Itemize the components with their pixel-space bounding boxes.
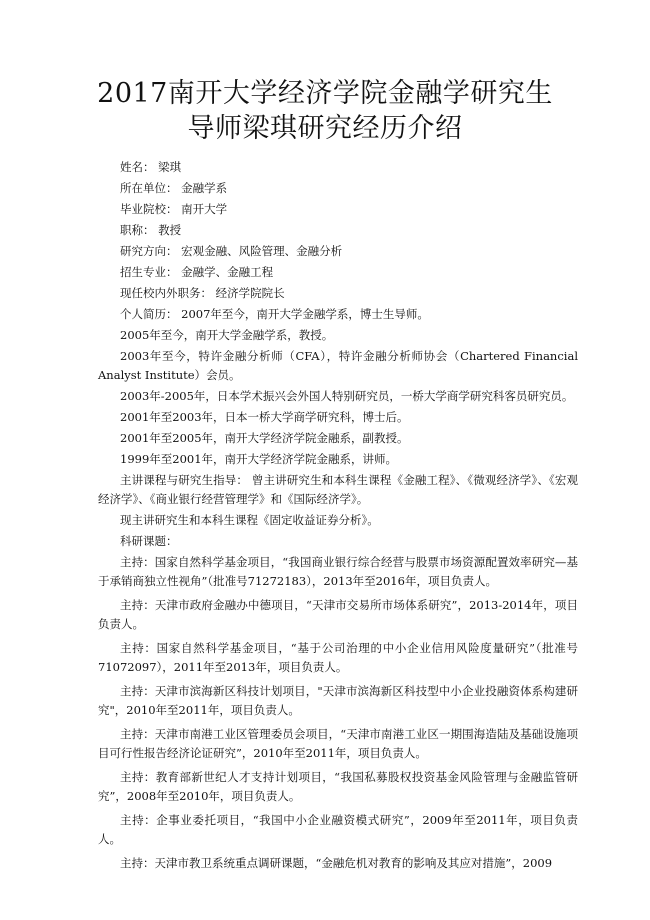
research-project-item: 主持：教育部新世纪人才支持计划项目，“我国私募股权投资基金风险管理与金融监管研究”，2008年至2010年，项目负责人。 <box>98 770 578 803</box>
research-project-item: 主持：天津市滨海新区科技计划项目，"天津市滨海新区科技型中小企业投融资体系构建研究"，2010年至2011年，项目负责人。 <box>98 684 578 717</box>
courses-paragraph: 主讲课程与研究生指导： 曾主讲研究生和本科生课程《金融工程》、《微观经济学》、《宏观经济学》、《商业银行经营管理学》和《国际经济学》。 <box>98 473 578 506</box>
research-project-item: 主持：天津市教卫系统重点调研课题，“金融危机对教育的影响及其应对措施”，2009 <box>120 856 553 870</box>
research-project-item: 主持：国家自然科学基金项目，“基于公司治理的中小企业信用风险度量研究”（批准号71072097），2011年至2013年，项目负责人。 <box>98 641 578 674</box>
research-projects-heading: 科研课题： <box>120 534 178 548</box>
resume-entry: 2003年-2005年，日本学术振兴会外国人特别研究员，一桥大学商学研究科客员研究员。 <box>120 389 574 403</box>
field-department: 所在单位： 金融学系 <box>120 181 228 195</box>
field-admission-major: 招生专业： 金融学、金融工程 <box>120 265 274 279</box>
resume-entry: 2005年至今，南开大学金融学系，教授。 <box>120 328 334 342</box>
field-current-position: 现任校内外职务： 经济学院院长 <box>120 286 285 300</box>
document-title-line-2: 导师梁琪研究经历介绍 <box>187 113 463 144</box>
research-project-item: 主持：天津市政府金融办中德项目，“天津市交易所市场体系研究”，2013-2014年，项目负责人。 <box>98 598 578 631</box>
document-body <box>98 158 578 875</box>
research-project-item: 主持：企事业委托项目，“我国中小企业融资模式研究”，2009年至2011年，项目负责人。 <box>98 813 578 846</box>
document-title-line-1: 2017南开大学经济学院金融学研究生 <box>97 78 553 109</box>
field-research-direction: 研究方向： 宏观金融、风险管理、金融分析 <box>120 244 343 258</box>
resume-entry: 2001年至2003年，日本一桥大学商学研究科，博士后。 <box>120 410 409 424</box>
resume-entry: 2003年至今，特许金融分析师（CFA），特许金融分析师协会（Chartered Financial Analyst Institute）会员。 <box>98 349 578 382</box>
field-title: 职称： 教授 <box>120 223 182 237</box>
resume-entry: 个人简历： 2007年至今，南开大学金融学系，博士生导师。 <box>120 307 429 321</box>
resume-entry: 1999年至2001年，南开大学经济学院金融系，讲师。 <box>120 452 398 466</box>
research-project-item: 主持：国家自然科学基金项目，“我国商业银行综合经营与股票市场资源配置效率研究—基于承销商独立性视角”（批准号71272183），2013年至2016年，项目负责人。 <box>98 555 578 588</box>
current-courses-paragraph: 现主讲研究生和本科生课程《固定收益证券分析》。 <box>120 513 379 527</box>
field-name: 姓名： 梁琪 <box>120 160 182 174</box>
research-project-item: 主持：天津市南港工业区管理委员会项目，“天津市南港工业区一期围海造陆及基础设施项目可行性报告经济论证研究”，2010年至2011年，项目负责人。 <box>98 727 578 760</box>
resume-entry: 2001年至2005年，南开大学经济学院金融系，副教授。 <box>120 431 409 445</box>
field-graduated-school: 毕业院校： 南开大学 <box>120 202 228 216</box>
